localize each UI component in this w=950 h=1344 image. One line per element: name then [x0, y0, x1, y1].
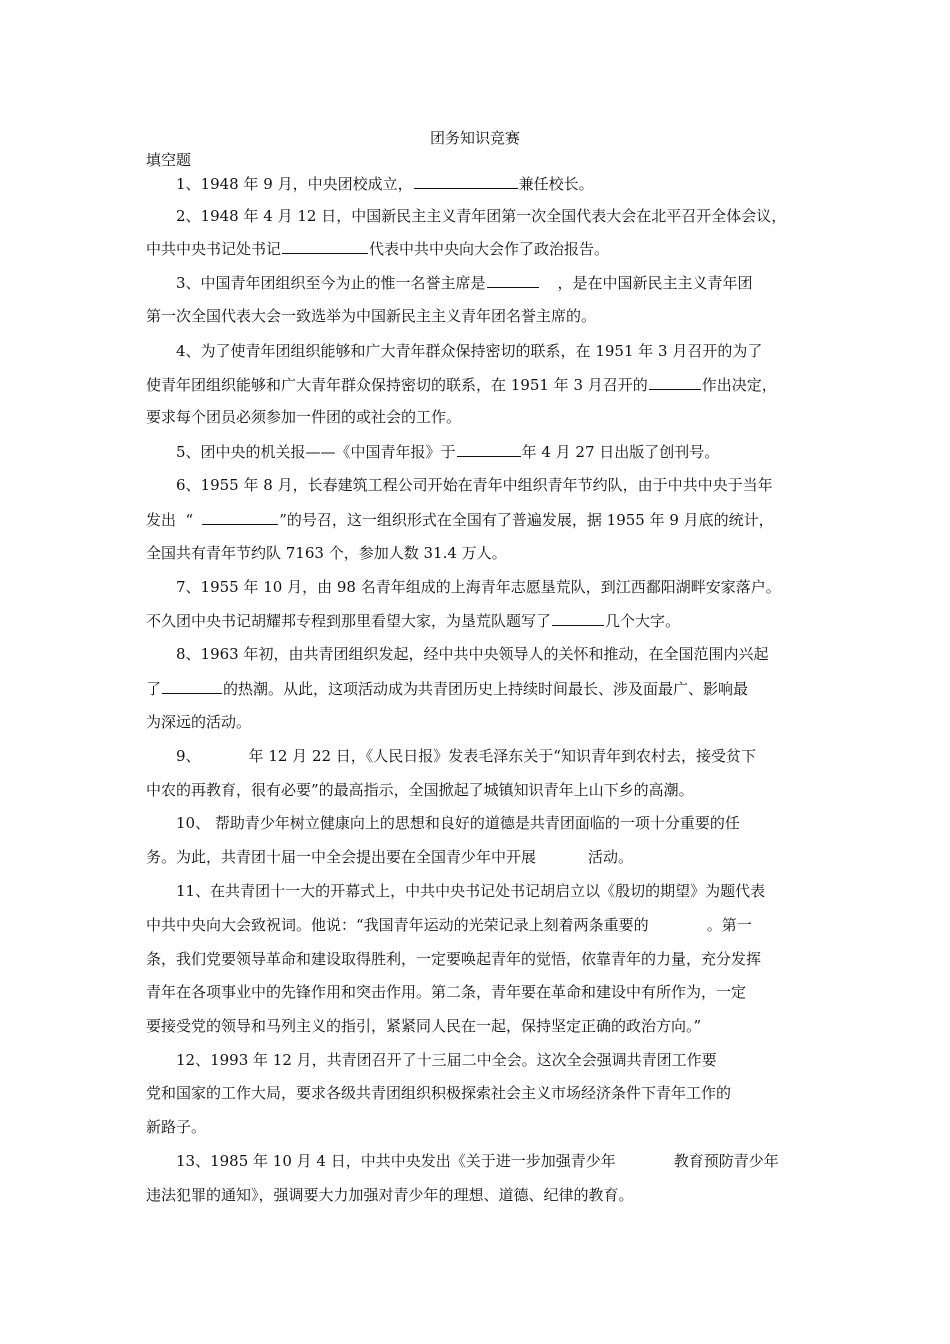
- question-11-line-5: 要接受党的领导和马列主义的指引，紧紧同人民在一起，保持坚定正确的政治方向。”: [146, 1017, 702, 1035]
- question-4-line-3: 要求每个团员必须参加一件团的或社会的工作。: [146, 408, 462, 426]
- question-9-line-2: 中农的再教育，很有必要”的最高指示，全国掀起了城镇知识青年上山下乡的高潮。: [146, 781, 694, 799]
- question-9-line-1: 9、 年 12 月 22 日，《人民日报》发表毛泽东关于“知识青年到农村去，接受贫下: [176, 747, 756, 765]
- answer-blank: [487, 271, 539, 288]
- question-8-line-2: 了 的热潮。从此，这项活动成为共青团历史上持续时间最长、涉及面最广、影响最: [146, 677, 748, 700]
- question-6-line-3: 全国共有青年节约队 7163 个，参加人数 31.4 万人。: [146, 544, 507, 562]
- question-13-line-1: 13、1985 年 10 月 4 日，中共中央发出《关于进一步加强青少年 教育预防青少年: [176, 1152, 779, 1170]
- question-8-line-3: 为深远的活动。: [146, 713, 252, 731]
- question-10-line-2: 务。为此，共青团十届一中全会提出要在全国青少年中开展 活动。: [146, 848, 634, 866]
- answer-blank: [414, 172, 518, 189]
- question-11-line-1: 11、在共青团十一大的开幕式上，中共中央书记处书记胡启立以《殷切的期望》为题代表: [176, 882, 766, 900]
- question-10-line-1: 10、 帮助青少年树立健康向上的思想和良好的道德是共青团面临的一项十分重要的任: [176, 814, 740, 832]
- section-heading: 填空题: [146, 151, 192, 169]
- question-8-line-1: 8、1963 年初，由共青团组织发起，经中共中央领导人的关怀和推动，在全国范围内兴起: [176, 645, 769, 663]
- question-1-line-1: 1、1948 年 9 月，中央团校成立， 兼任校长。: [176, 172, 594, 195]
- answer-blank: [552, 609, 604, 626]
- question-13-line-2: 违法犯罪的通知》，强调要大力加强对青少年的理想、道德、纪律的教育。: [146, 1186, 634, 1204]
- question-6-line-1: 6、1955 年 8 月，长春建筑工程公司开始在青年中组织青年节约队，由于中共中央于当年: [176, 476, 773, 494]
- question-7-line-2: 不久团中央书记胡耀邦专程到那里看望大家，为垦荒队题写了 几个大字。: [146, 609, 680, 632]
- question-2-line-2: 中共中央书记处书记 代表中共中央向大会作了政治报告。: [146, 237, 609, 260]
- answer-blank: [457, 440, 521, 457]
- question-12-line-2: 党和国家的工作大局，要求各级共青团组织积极探索社会主义市场经济条件下青年工作的: [146, 1084, 732, 1102]
- question-7-line-1: 7、1955 年 10 月，由 98 名青年组成的上海青年志愿垦荒队，到江西鄱阳湖畔安家落户。: [176, 578, 781, 596]
- answer-blank: [162, 677, 222, 694]
- answer-blank: [649, 373, 701, 390]
- question-3-line-2: 第一次全国代表大会一致选举为中国新民主主义青年团名誉主席的。: [146, 307, 597, 325]
- question-12-line-3: 新路子。: [146, 1118, 207, 1136]
- question-12-line-1: 12、1993 年 12 月，共青团召开了十三届二中全会。这次全会强调共青团工作要: [176, 1051, 717, 1069]
- question-6-line-2: 发出 “ ”的号召，这一组织形式在全国有了普遍发展，据 1955 年 9 月底的统计，: [146, 508, 774, 531]
- question-11-line-3: 条，我们党要领导革命和建设取得胜利，一定要唤起青年的觉悟，依靠青年的力量，充分发挥: [146, 950, 762, 968]
- question-4-line-2: 使青年团组织能够和广大青年群众保持密切的联系，在 1951 年 3 月召开的 作出决定，: [146, 373, 777, 396]
- question-3-line-1: 3、中国青年团组织至今为止的惟一名誉主席是 ，是在中国新民主主义青年团: [176, 271, 753, 294]
- answer-blank: [202, 508, 278, 525]
- page-title: 团务知识竞赛: [429, 129, 520, 147]
- question-4-line-1: 4、为了使青年团组织能够和广大青年群众保持密切的联系，在 1951 年 3 月召开的为了: [176, 342, 763, 360]
- answer-blank: [282, 237, 368, 254]
- question-11-line-2: 中共中央向大会致祝词。他说：“我国青年运动的光荣记录上刻着两条重要的 。第一: [146, 916, 752, 934]
- question-5-line-1: 5、团中央的机关报——《中国青年报》于 年 4 月 27 日出版了创刊号。: [176, 440, 719, 463]
- question-11-line-4: 青年在各项事业中的先锋作用和突击作用。第二条，青年要在革命和建设中有所作为，一定: [146, 983, 747, 1001]
- question-2-line-1: 2、1948 年 4 月 12 日，中国新民主主义青年团第一次全国代表大会在北平召开全体会议，: [176, 207, 787, 225]
